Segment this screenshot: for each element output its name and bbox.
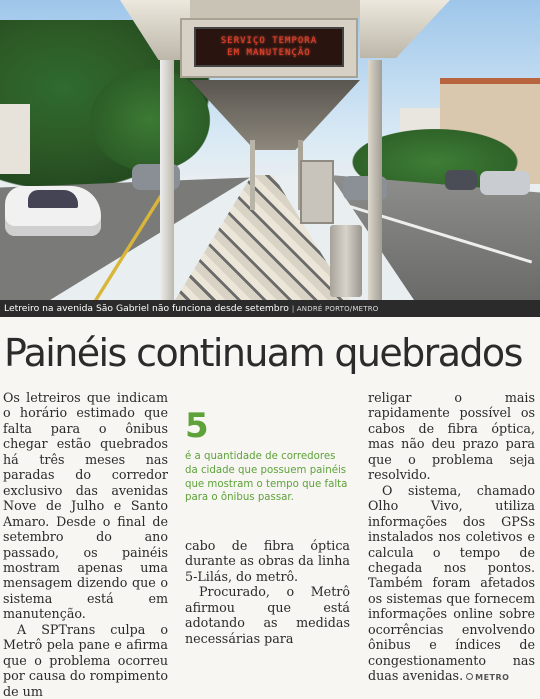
paragraph: A SPTrans culpa o Metrô pela pane e afirma que o problema ocorreu por causa do rompimento de um (3, 621, 168, 699)
paragraph-last (368, 483, 535, 686)
paragraph-text: O sistema, chamado Olho Vivo, utiliza informações dos GPSs instalados nos coletivos e calcula o tempo de chegada nos pontos. Também foram afetados os sistemas que fornecem informações online sobre ocorrências envolvendo ônibus e índices de congestionamento nas duas avenidas. (368, 482, 535, 684)
car-distant-right (445, 170, 477, 190)
shelter-pillar-right (368, 60, 382, 300)
trash-can (330, 225, 362, 297)
photo-caption: Letreiro na avenida São Gabriel não funciona desde setembro (4, 303, 289, 314)
highlight-text: é a quantidade de corredores da cidade que possuem painéis que mostram o tempo que falta para o ônibus passar. (185, 451, 348, 504)
signoff: METRO (475, 673, 510, 683)
photo-credit: | ANDRÉ PORTO/METRO (291, 304, 379, 313)
building-left (0, 104, 30, 174)
shelter-pillar-far-left (250, 140, 255, 210)
paragraph: religar o mais rapidamente possível os cabos de fibra óptica, mas não deu prazo para que o problema seja resolvido. (368, 390, 535, 483)
shelter-roof (185, 0, 365, 18)
metro-logo-icon (466, 673, 473, 680)
paragraph: cabo de fibra óptica durante as obras da linha 5-Lilás, do metrô. (185, 538, 350, 584)
highlight-number: 5 (185, 406, 209, 446)
headline: Painéis continuam quebrados (4, 331, 522, 375)
news-photo (0, 0, 540, 300)
article-column-1 (3, 390, 168, 699)
shelter-panel (300, 160, 334, 224)
trees-left-2 (80, 60, 220, 180)
car-window (28, 190, 78, 208)
shelter-pillar-left (160, 60, 174, 300)
car-right (480, 171, 530, 195)
paragraph: Procurado, o Metrô afirmou que está adotando as medidas necessárias para (185, 584, 350, 646)
paragraph: Os letreiros que indicam o horário estimado que falta para o ônibus chegar estão quebrados há três meses nas paradas do corredor exclusivo das avenidas Nove de Julho e Santo Amaro. Desde o final de setembro do ano passado, os painéis mostram apenas uma mensagem dizendo que o sistema está em manutenção. (3, 390, 168, 622)
article-column-3 (368, 390, 535, 686)
photo-caption-bar (0, 300, 540, 317)
article-column-2 (185, 538, 350, 646)
led-sign-line-2: EM MANUTENÇÃO (227, 48, 311, 58)
led-sign-screen (194, 27, 344, 67)
highlight-box (185, 408, 350, 505)
led-sign-line-1: SERVIÇO TEMPORA (220, 36, 318, 46)
